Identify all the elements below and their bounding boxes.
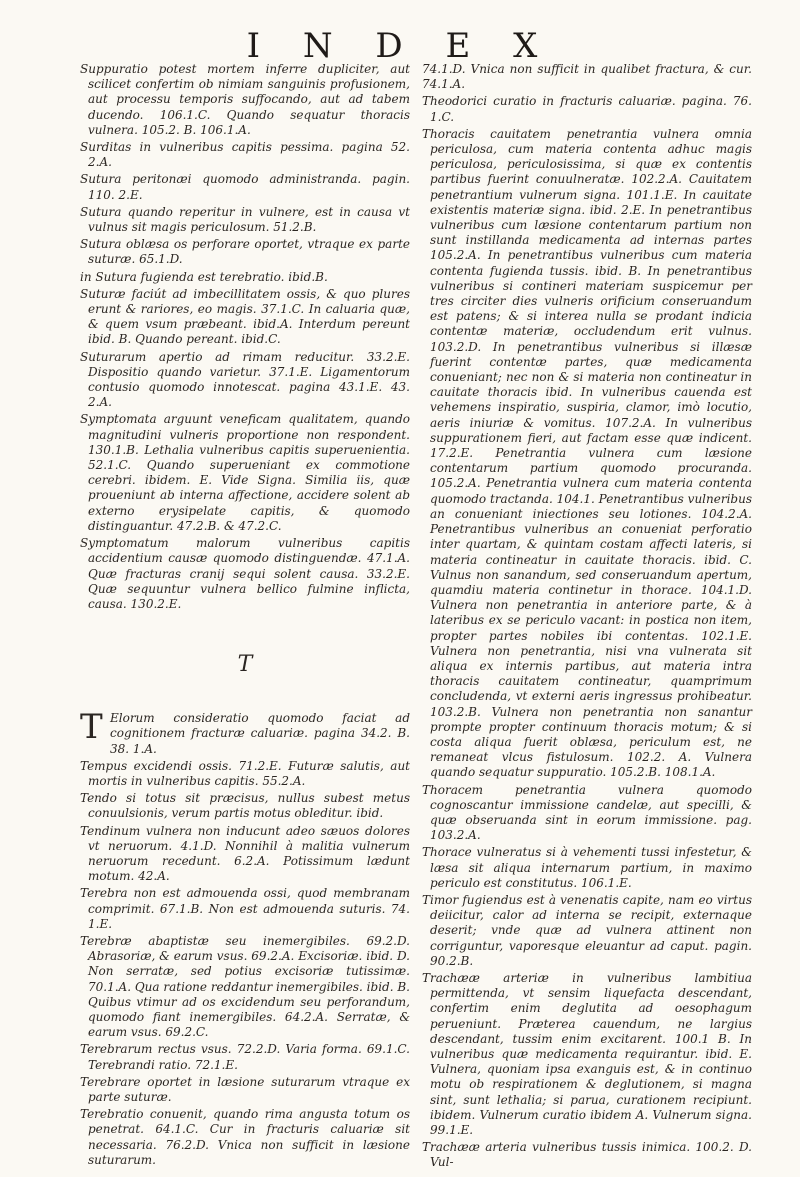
index-entry-terebrae: Terebræ abaptistæ seu inemergibiles. 69.2.D. Abrasoriæ, & earum vsus. 69.2.A. Excisoriæ. ibid. D. Non serratæ, sed potius excisoriæ tutissimæ. 70.1.A. Qua ratione reddantur inemergibiles. ibid. B. Quibus vtimur ad os excidendum seu perforandum, quomodo fiant inemergibiles. 64.2.A. Serratæ, & earum vsus. 69.2.C. — [80, 933, 410, 1040]
page-title: I N D E X — [246, 26, 554, 66]
index-entry-terebratio: Terebratio conuenit, quando rima angusta totum os penetrat. 64.1.C. Cur in fracturis caluariæ sit necessaria. 76.2.D. Vnica non sufficit in læsione suturarum. — [80, 1107, 410, 1167]
index-entry-thorace: Thorace vulneratus si à vehementi tussi infestetur, & læsa sit aliqua internarum partium, in maximo periculo est constitutus. 106.1.E. — [422, 845, 752, 890]
index-entry-suppuratio: Suppuratio potest mortem inferre dupliciter, aut scilicet confertim ob nimiam sanguinis profusionem, aut processu temporis suffocando, aut ad tabem ducendo. 106.1.C. Quando sequatur thoracis vulnera. 105.2. B. 106.1.A. — [80, 62, 410, 137]
drop-cap: T — [80, 707, 103, 748]
index-entry-surditas: Surditas in vulneribus capitis pessima. pagina 52. 2.A. — [80, 140, 410, 170]
index-entry-tempus: Tempus excidendi ossis. 71.2.E. Futuræ salutis, aut mortis in vulneribus capitis. 55.2.A. — [80, 758, 410, 788]
index-entry-suturarum: Suturarum apertio ad rimam reducitur. 33.2.E. Dispositio quando varietur. 37.1.E. Ligamentorum contusio quomodo innotescat. pagina 43.1.E. 43. 2.A. — [80, 349, 410, 410]
index-entry-telorum — [80, 707, 410, 757]
index-entry-tendo: Tendo si totus sit præcisus, nullus subest metus conuulsionis, verum partis motus obleditur. ibid. — [80, 791, 410, 821]
index-entry-symptomata: Symptomata arguunt veneficam qualitatem, quando magnitudini vulneris proportione non respondent. 130.1.B. Lethalia vulneribus capitis superuenientia. 52.1.C. Quando superueniant ex commotione cerebri. ibidem. E. Vide Signa. Similia iis, quæ proueniunt ab interna affectione, accidere solent ab externo erysipelate capitis, & quomodo distinguantur. 47.2.B. & 47.2.C. — [80, 412, 410, 533]
index-entry-terebra: Terebra non est admouenda ossi, quod membranam comprimit. 67.1.B. Non est admouenda suturis. 74. 1.E. — [80, 886, 410, 931]
index-entry-terebrarum: Terebrarum rectus vsus. 72.2.D. Varia forma. 69.1.C. Terebrandi ratio. 72.1.E. — [80, 1042, 410, 1072]
index-entry-tendinum: Tendinum vulnera non inducunt adeo sæuos dolores vt neruorum. 4.1.D. Nonnihil à malitia vulnerum neruorum recedunt. 6.2.A. Potissimum lædunt motum. 42.A. — [80, 823, 410, 884]
index-entry-terebrare: Terebrare oportet in læsione suturarum vtraque ex parte suturæ. — [80, 1074, 410, 1104]
index-entry-sutura-peritonaei: Sutura peritonæi quomodo administranda. pagin. 110. 2.E. — [80, 172, 410, 202]
index-entry-continuation: 74.1.D. Vnica non sufficit in qualibet fractura, & cur. 74.1.A. — [422, 62, 752, 92]
right-column — [422, 62, 752, 1173]
section-letter-t: T — [237, 652, 253, 678]
index-entry-thoracis: Thoracis cauitatem penetrantia vulnera omnia periculosa, cum materia contenta adhuc magis periculosa, periculosissima, si quæ ex contentis partibus fuerint conuulneratæ. 102.2.A. Cauitatem penetrantium vulnerum signa. 101.1.E. In cauitate existentis materiæ signa. ibid. 2.E. In penetrantibus vulneribus cum læsione contentarum partium non sunt instillanda medicamenta ad internas partes 105.2.A. In penetrantibus vulneribus cum materia contenta fugienda tussis. ibid. B. In penetrantibus vulneribus si contineri materiam suspicemur per tres circiter dies vulneris orificium conseruandum est patens; & si interea nulla se prodant indicia contentæ materiæ, occludendum erit vulnus. 103.2.D. In penetrantibus vulneribus si illæsæ fuerint contentæ partes, quæ medicamenta conueniant; nec non & si materia non contineatur in cauitate thoracis ibid. In vulneribus cauenda est vehemens inspiratio, suspiria, clamor, imò locutio, aeris iniuriæ & vomitus. 107.2.A. In vulneribus suppurationem fieri, aut factam esse quæ indicent. 17.2.E. Penetrantia vulnera cum læsione contentarum partium quomodo procuranda. 105.2.A. Penetrantia vulnera cum materia contenta quomodo tractanda. 104.1. Penetrantibus vulneribus an conueniant iniectiones seu lotiones. 104.2.A. Penetrantibus vulneribus an conueniat perforatio inter quartam, & quintam costam affecti lateris, si materia contineatur in cauitate thoracis. ibid. C. Vulnus non sanandum, sed conseruandum apertum, quamdiu materia continetur in thorace. 104.1.D. Vulnera non penetrantia in anteriore parte, & à lateribus ex se periculo vacant: in postica non item, propter partes nobiles ibi contentas. 102.1.E. Vulnera non penetrantia, nisi vna vulnerata sit aliqua ex internis partibus, aut materia intra thoracis cauitatem contineatur, quamprimum concludenda, vt externi aeris ingressus prohibeatur. 103.2.B. Vulnera non penetrantia non sanantur prompte propter continuum thoracis motum; & si costa aliqua fuerit oblæsa, periculum est, ne remaneat vlcus fistulosum. 102.2. A. Vulnera quando sequatur suppuratio. 105.2.B. 108.1.A. — [422, 126, 752, 780]
index-entry-symptomatum: Symptomatum malorum vulneribus capitis accidentium causæ quomodo distinguendæ. 47.1.A. Quæ fracturas cranij sequi solent causa. 33.2.E. Quæ sequuntur vulnera bellico fulmine inflicta, causa. 130.2.E. — [80, 536, 410, 611]
index-entry-sutura-quando: Sutura quando reperitur in vulnere, est in causa vt vulnus sit magis periculosum. 51.2.B. — [80, 204, 410, 235]
index-entry-thoracem: Thoracem penetrantia vulnera quomodo cognoscantur immissione candelæ, aut specilli, & quæ obseruanda sint in eorum immissione. pag. 103.2.A. — [422, 782, 752, 843]
index-entry-telorum-text: Elorum consideratio quomodo faciat ad cognitionem fracturæ caluariæ. pagina 34.2. B. 38. 1.A. — [110, 711, 410, 756]
index-entry-in-sutura: in Sutura fugienda est terebratio. ibid.B. — [80, 269, 328, 284]
index-entry-tracheae-arteriae: Trachææ arteriæ in vulneribus lambitiua permittenda, vt sensim liquefacta descendant, confertim enim deglutita ad oesophagum perueniunt. Præterea cauendum, ne largius descendant, tussim enim excitarent. 100.1 B. In vulneribus quæ medicamenta requirantur. ibid. E. Vulnera, quoniam ipsa exanguis est, & in continuo motu ob respirationem & deglutionem, si magna sint, sunt lethalia; si parua, curationem recipiunt. ibidem. Vulnerum curatio ibidem A. Vulnerum signa. 99.1.E. — [422, 970, 752, 1138]
index-entry-timor: Timor fugiendus est à venenatis capite, nam eo virtus deiicitur, calor ad interna se recipit, externaque deserit; vnde quæ ad vulnera attinent non corriguntur, vaporesque eleuantur ad caput. pagin. 90.2.B. — [422, 892, 752, 968]
index-entry-sutura-oblaesa: Sutura oblæsa os perforare oportet, vtraque ex parte suturæ. 65.1.D. — [80, 237, 410, 267]
index-entry-theodorici: Theodorici curatio in fracturis caluariæ. pagina. 76. 1.C. — [422, 94, 752, 124]
index-entry-tracheae-arteria: Trachææ arteria vulneribus tussis inimica. 100.2. D. Vul- — [422, 1140, 752, 1170]
left-column — [80, 62, 410, 1170]
index-entry-suturae: Suturæ faciút ad imbecillitatem ossis, & quo plures erunt & rariores, eo magis. 37.1.C. In caluaria quæ, & quem vsum præbeant. ibid.A. Interdum pereunt ibid. B. Quando pereant. ibid.C. — [80, 286, 410, 347]
